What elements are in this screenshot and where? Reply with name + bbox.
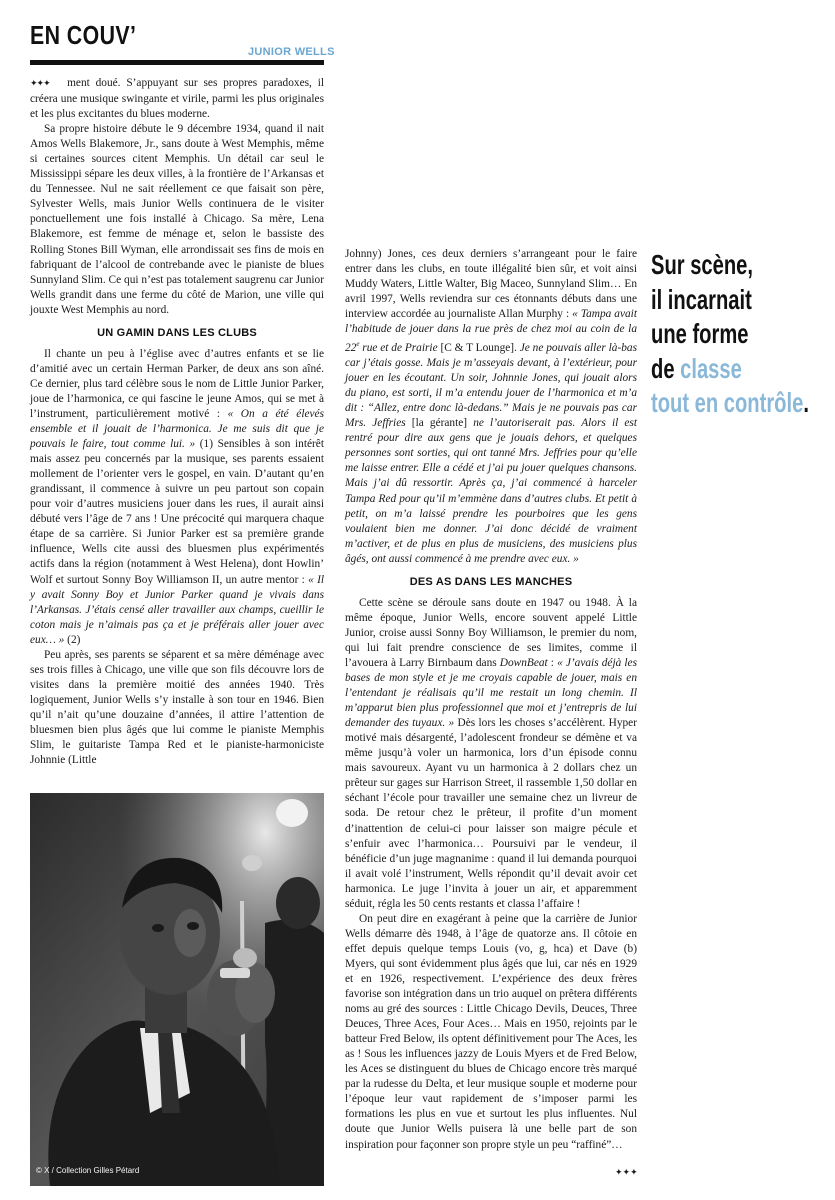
paragraph: On peut dire en exagérant à peine que la carrière de Junior Wells démarre dès 1948, à l’âge de quatorze ans. Il côtoie en effet depuis quelque temps Louis (vo, g, hca) et Dave (b) Myers, qui sont évidemment plus âgés que lui, car nés en 1929 et en 1926, respectivement. L’expérience des deux frères favorise son intégration dans un trio auquel on prêtera différents noms au gré des sources : Little Chicago Devils, Deuces, Three Deuces, Three Aces, Four Aces… Mais en 1950, rejoints par le batteur Fred Below, ils optent définitivement pour The Aces, les as ! Sous les influences jazzy de Louis Myers et de Fred Below, les Aces se distinguent du blues de Chicago encore très marqué par la rudesse du Delta, et leur musique souple et moderne pour l’époque leur vaut rapidement de s’imposer parmi les formations les plus en vue et surtout les plus influentes. Nul doute que Junior Wells puisera là une belle part de son inspiration pour façonner son propre style un peu “raffiné”… <box>345 912 637 1151</box>
paragraph <box>345 247 637 567</box>
section-title: EN COUV’ <box>30 20 137 50</box>
section-subject: JUNIOR WELLS <box>248 46 335 58</box>
pull-quote-line: il incarnait <box>651 283 752 315</box>
header-rule <box>30 60 324 65</box>
quote: « On a été élevés ensemble et il jouait de l’harmonica. Je me suis dit que je pouvais le faire, tout comme lui. » <box>30 407 324 451</box>
pull-quote-line <box>651 352 821 387</box>
paragraph: Sa propre histoire débute le 9 décembre 1934, quand il nait Amos Wells Blakemore, Jr., sans doute à West Memphis, même si certaines sources citent Memphis. Un détail car seul le Mississippi sépare les deux villes, à la frontière de l’Arkansas et du Tennessee. Nul ne sait réellement ce que faisait son père, Sylvester Wells, mais Junior Wells continuera de le visiter ponctuellement une fois installé à Chicago. Sa mère, Lena Blakemore, est femme de ménage et, selon le bassiste des Rolling Stones Bill Wyman, elle arrondissait ses fins de mois en fabriquant de l’alcool de contrebande avec le pianiste de blues Sunnyland Slim. Ce qui n’est pas totalement saugrenu car Junior Wells grandit dans une ferme du côté de Marion, une ville qui jouxte West Memphis au nord. <box>30 123 324 316</box>
superscript: e <box>356 340 360 349</box>
pull-quote-highlight: tout en contrôle <box>651 387 804 418</box>
paragraph-text: Johnny) Jones, ces deux derniers s’arrangeant pour le faire entrer dans les clubs, en toute illégalité bien sûr, et voit ainsi Muddy Waters, Little Walter, Big Maceo, Sunnyland Slim… En avril 1997, Wells reviendra sur ces étonnants débuts dans une interview accordée au journaliste Allan Murphy : <box>345 248 637 321</box>
editor-note: [la gérante] <box>405 417 474 430</box>
pull-quote-text: . <box>803 387 809 418</box>
paragraph: Peu après, ses parents se séparent et sa mère déménage avec ses trois filles à Chicago, une ville que son fils découvre lors de visites dans la première moitié des années 1940. Très logiquement, Junior Wells s’y installe à son tour en 1946. Bien qu’il n’ait qu’une douzaine d’années, il attire l’attention de bluesmen bien plus âgés que lui comme le pianiste Memphis Slim, le guitariste Tampa Red et le pianiste-harmoniciste Johnnie (Little <box>30 648 324 767</box>
paragraph <box>30 76 324 122</box>
continuation-mark: ✦✦✦ <box>30 79 50 89</box>
quote: « Il y avait Sonny Boy et Junior Parker quand je vivais dans l’Arkansas. J’étais censé aller travailler aux champs, cueillir le coton mais je n’aimais pas ça et je préférais aller jouer avec eux… » <box>30 573 324 646</box>
paragraph-text: : <box>547 657 558 669</box>
quote: « Tampa avait l’habitude de jouer dans la rue près de chez moi au coin de la 22 <box>345 308 637 355</box>
paragraph-text: Il chante un peu à l’église avec d’autres enfants et se lie d’amitié avec un certain Herman Parker, de deux ans son aîné. Ce dernier, plus tard célèbre sous le nom de Little Junior Parker, joue de l’harmonica, ce qui fascine le jeune Amos, qui se met à l’instrument, particulièrement motivé : <box>30 347 324 420</box>
pull-quote-text: de <box>651 352 681 384</box>
article-column-1 <box>30 76 324 768</box>
subheading: UN GAMIN DANS LES CLUBS <box>97 326 257 339</box>
quote: ne l’autoriserait pas. Alors il est rentré pour dire aux gens que je jouais dehors, et quelques personnes sont sorties, qui ont tanné Mrs. Jeffries pour qu’elle me laisse entrer. Elle a cédé et j’ai pu jouer quelques chansons. Mais j’ai dû ressortir. Après ça, j’ai commencé à harceler Tampa Red pour qu’il m’emmène dans d’autres clubs. Et petit à petit, on m’a laissé prendre les pourboires que les gens voulaient bien me donner. J’ai donc décidé de vraiment m’activer, et de plus en plus de musiciens, des musiciens plus âgés, ont aussi commencé à me prendre avec eux. » <box>345 417 637 565</box>
editor-note: [C & T Lounge]. <box>437 342 520 355</box>
pull-quote-line <box>651 386 821 421</box>
pull-quote-line: Sur scène, <box>651 249 753 280</box>
paragraph <box>345 596 637 912</box>
paragraph-text: ment doué. S’appuyant sur ses propres paradoxes, il créera une musique swingante et virile, parmi les plus originales et les plus excitantes du blues moderne. <box>30 77 324 121</box>
quote: rue et de Prairie <box>359 342 438 355</box>
pull-quote-line: une forme <box>651 318 749 349</box>
photo-image <box>30 793 324 1186</box>
paragraph-text: Dès lors les choses s’accélèrent. Hyper motivé mais désargenté, l’adolescent frondeur se démène et va même jusqu’à voler un harmonica, lors d’un épisode connu mais savoureux. Ayant vu un harmonica à 2 dollars chez un prêteur sur gages sur Harrison Street, il rassemble 1,50 dollar en séchant l’école pour travailler une semaine chez un livreur de soda. De retour chez le prêteur, il profite d’un moment d’inattention de celui-ci pour laisser son maigre pécule et s’enfuir avec l’harmonica… Poursuivi par le vendeur, il bénéficie d’un juge magnanime : quand il lui demanda pourquoi il avait volé l’instrument, Wells répondit qu’il devait avoir cet harmonica. Le juge l’invita à jouer un air, et apparemment séduit, régla les 50 cents restants et classa l’affaire ! <box>345 717 637 910</box>
quote: Je ne pouvais aller là-bas car j’étais gosse. Mais je m’asseyais devant, à l’extérieur, pour jouer en les écoutant. Un soir, Johnnie Jones, qui jouait alors du piano, est sorti, il m’a entendu jouer de l’harmonica et m’a dit : “Allez, entre donc là-dedans.” Mais je ne pouvais pas car Mrs. Jeffries <box>345 342 637 430</box>
footnote-ref: (2) <box>64 633 81 646</box>
end-mark: ✦✦✦ <box>615 1168 638 1178</box>
photo-junior-wells <box>30 793 324 1186</box>
paragraph <box>30 347 324 648</box>
pull-quote <box>651 248 821 421</box>
subheading: DES AS DANS LES MANCHES <box>409 575 573 588</box>
pull-quote-highlight: classe <box>680 352 742 384</box>
paragraph-text: Cette scène se déroule sans doute en 1947 ou 1948. À la même époque, Junior Wells, encore souvent appelé Little Junior, croise aussi Sonny Boy Williamson, le premier du nom, qui lui fait prendre conscience de ses limites, comme il l’avouera à Larry Birnbaum dans <box>345 596 637 669</box>
magazine-name: DownBeat <box>499 657 548 669</box>
paragraph-text: (1) Sensibles à son intérêt mais assez peu concernés par la musique, ses parents essaient mollement de l’orienter vers le gospel, en vain. D’autant qu’en grandissant, il commence à suivre un peu partout son copain pour voir d’autres musiciens jouer dans les rues, il aurait ainsi débuté vers l’âge de 7 ans ! Une précocité qui marquera chaque étape de sa carrière. Si Junior Parker est sa première grande influence, Wells cite aussi des bluesmen plus expérimentés actifs dans la région (notamment à West Helena), dont Howlin’ Wolf et surtout Sonny Boy Williamson II, un autre mentor : <box>30 438 324 586</box>
article-column-2 <box>345 247 637 1153</box>
quote: « J’avais déjà les bases de mon style et je me croyais capable de jouer, mais en l’entendant je réalisais qu’il me restait un long chemin. Il m’apparut bien plus professionnel que moi et j’entrepris de lui demander des tuyaux. » <box>345 657 637 730</box>
photo-credit: © X / Collection Gilles Pétard <box>36 1166 140 1175</box>
